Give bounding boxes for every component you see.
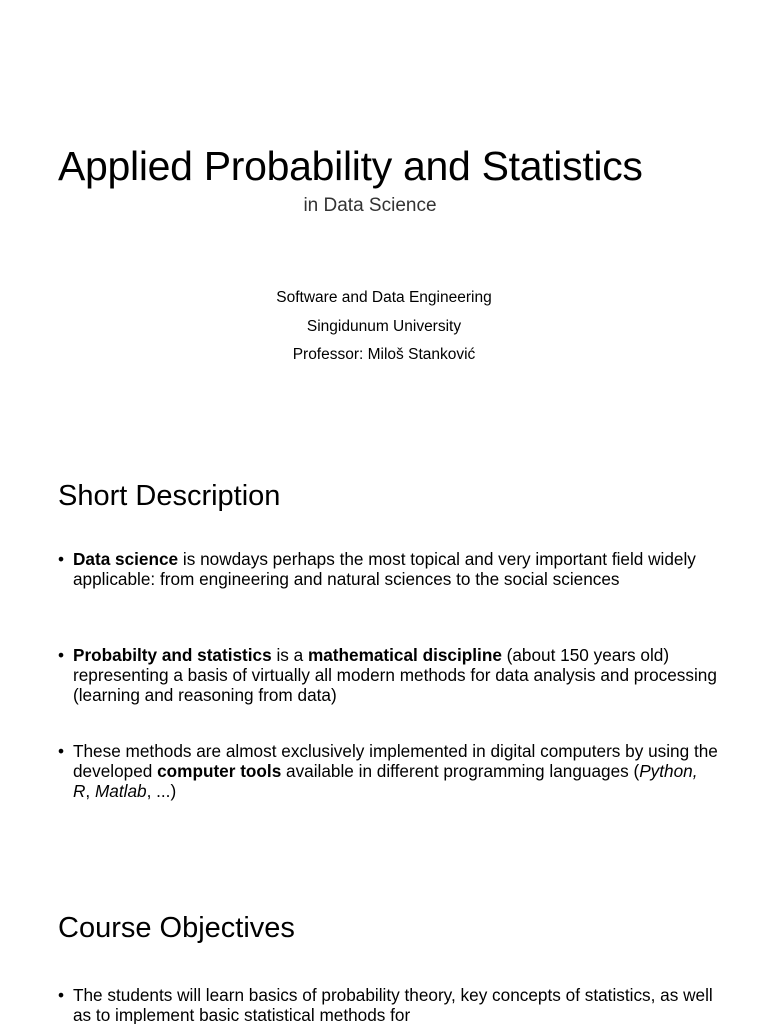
professor-line: Professor: Miloš Stanković (292, 346, 476, 363)
bullet-marker: • (58, 645, 65, 665)
presentation-subtitle: in Data Science (303, 195, 437, 216)
bullet-text-segment: is a (271, 645, 308, 665)
bullet-text-segment: (about 150 years old) representing a basis of virtually all modern methods for data analysis and processing (learning and reasoning from data) (73, 645, 717, 705)
section-heading-description: Short Description (58, 480, 281, 512)
bullet-text-segment: available in different programming languages ( (281, 761, 640, 781)
bullet-item (58, 645, 718, 705)
title-slide (0, 0, 768, 440)
bullet-text: The students will learn basics of probability theory, key concepts of statistics, as well as to implement basic statistical methods for (73, 985, 713, 1024)
bullet-emphasis: computer tools (157, 761, 282, 781)
bullet-marker: • (58, 985, 65, 1005)
presentation-title: Applied Probability and Statistics (58, 143, 643, 189)
bullet-text (73, 645, 718, 705)
bullet-emphasis: Probabilty and statistics (73, 645, 272, 665)
bullet-emphasis: mathematical discipline (307, 645, 502, 665)
program-line: Software and Data Engineering (276, 289, 492, 306)
bullet-marker: • (58, 549, 65, 569)
objectives-slide (0, 870, 768, 1024)
bullet-item (58, 549, 718, 589)
bullet-text-segment: These methods are almost exclusively implemented in digital computers by using the developed (73, 741, 718, 781)
bullet-marker: • (58, 741, 65, 761)
section-heading-objectives: Course Objectives (58, 912, 295, 944)
university-line: Singidunum University (306, 318, 462, 335)
bullet-item (58, 985, 718, 1024)
bullet-italic: Matlab (94, 781, 147, 801)
bullet-emphasis: Data science (73, 549, 179, 569)
bullet-italic: Python, R (73, 761, 698, 801)
bullet-item (58, 741, 718, 801)
bullet-text-segment: is nowdays perhaps the most topical and very important field widely applicable: from engineering and natural sciences to the social sciences (73, 549, 696, 589)
bullet-text (73, 741, 718, 801)
bullet-text-segment: , (85, 781, 95, 801)
bullet-text (73, 549, 718, 589)
bullet-text-segment: , ...) (146, 781, 177, 801)
description-slide (0, 440, 768, 870)
